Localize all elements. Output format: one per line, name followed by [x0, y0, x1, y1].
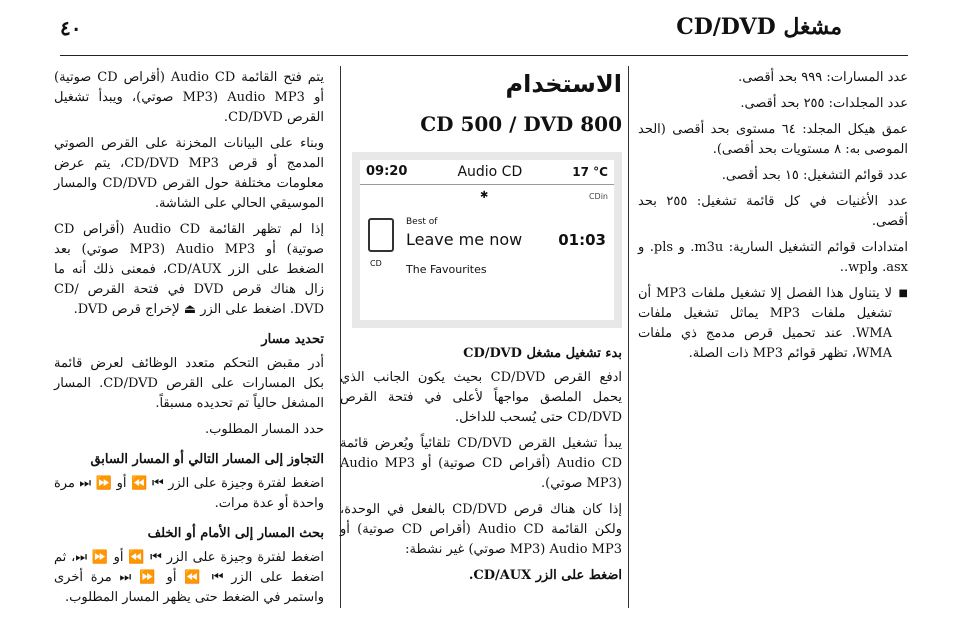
display-status-bar	[360, 160, 614, 185]
subheading: تحديد مسار	[261, 332, 324, 347]
paragraph: عدد الأغنيات في كل قائمة تشغيل: ٢٥٥ بحد أقصى.	[638, 194, 909, 229]
paragraph: امتدادات قوائم التشغيل السارية: ‎.m3u و ‎.pls و ‎.asx و‎.wpl.	[638, 240, 908, 275]
paragraph: عدد المسارات: ٩٩٩ بحد أقصى.	[738, 70, 908, 85]
display-screenshot	[352, 152, 622, 328]
model-title: CD 500 / DVD 800	[420, 112, 622, 136]
paragraph: اضغط لفترة وجيزة على الزر ⏮ ⏪ أو ⏩ ⏭ مرة واحدة أو عدة مرات.	[54, 476, 324, 511]
paragraph: إذا كان هناك قرص CD/DVD بالفعل في الوحدة، ولكن القائمة Audio CD (أقراص CD صوتية) أو Audio MP3 (MP3 صوتي) غير نشطة:	[340, 502, 623, 557]
album-name: The Favourites	[406, 263, 487, 276]
section-title: الاستخدام	[505, 70, 622, 98]
clock: 09:20	[366, 164, 408, 179]
paragraph: إذا لم تظهر القائمة Audio CD (أقراص CD صوتية) أو Audio MP3 (MP3 صوتي) بعد الضغط على الزر CD/AUX، فمعنى ذلك أنه ما زال هناك قرص DVD في فتحة القرص CD/ DVD. اضغط على الزر ⏏ لإخراج قرص DVD.	[54, 222, 324, 317]
header-rule	[60, 55, 908, 56]
bluetooth-icon: ✱	[480, 190, 489, 201]
track-title: Leave me now	[406, 230, 523, 249]
paragraph: اضغط على الزر CD/AUX.	[468, 568, 622, 583]
cdin-label: CDin	[588, 192, 608, 201]
right-column	[638, 68, 908, 370]
track-time: 01:03	[558, 231, 606, 249]
paragraph: أدر مقبض التحكم متعدد الوظائف لعرض قائمة بكل المسارات على القرص CD/DVD. المسار المشغل حالياً تم تحديده مسبقاً.	[54, 356, 324, 411]
subheading: بحث المسار إلى الأمام أو الخلف	[147, 526, 324, 541]
cd-label: CD	[370, 259, 382, 268]
left-column	[54, 68, 324, 614]
page-number: ٤٠	[60, 16, 82, 40]
bullet-note: ■ لا يتناول هذا الفصل إلا تشغيل ملفات MP3 أن تشغيل ملفات MP3 يماثل تشغيل ملفات WMA. عند تحميل قرص مدمج ذي ملفات WMA، تظهر قوائم MP3 ذات الصلة.	[638, 284, 908, 364]
cd-icon	[368, 218, 394, 252]
middle-column	[340, 68, 622, 592]
subheading: بدء تشغيل مشغل CD/DVD	[463, 346, 622, 361]
temperature: 17 °C	[572, 165, 608, 179]
paragraph: ادفع القرص CD/DVD بحيث يكون الجانب الذي يحمل الملصق مواجهاً لأعلى في فتحة القرص CD/DVD حتى يُسحب للداخل.	[340, 370, 622, 425]
paragraph: اضغط لفترة وجيزة على الزر ⏮ ⏪ أو ⏩ ⏭، ثم اضغط على الزر ⏮ ⏪ أو ⏩ ⏭ مرة أخرى واستمر في الضغط حتى يظهر المسار المطلوب.	[54, 550, 324, 605]
list-heading: Best of	[406, 217, 438, 227]
paragraph: عدد قوائم التشغيل: ١٥ بحد أقصى.	[721, 168, 908, 183]
page-title: مشغل CD/DVD	[676, 14, 842, 40]
paragraph: يبدأ تشغيل القرص CD/DVD تلقائياً ويُعرض قائمة Audio CD (أقراص CD صوتية) أو Audio MP3 (MP3 صوتي).	[340, 436, 623, 491]
paragraph: عدد المجلدات: ٢٥٥ بحد أقصى.	[740, 96, 908, 111]
display-panel	[360, 160, 614, 320]
paragraph: يتم فتح القائمة Audio CD (أقراص CD صوتية) أو Audio MP3 (MP3 صوتي)، ويبدأ تشغيل القرص CD/DVD.	[54, 70, 324, 125]
paragraph: وبناء على البيانات المخزنة على القرص الصوتي المدمج أو قرص CD/DVD MP3، يتم عرض معلومات مختلفة حول القرص CD/DVD والمسار الموسيقي الحالي على الشاشة.	[54, 136, 324, 211]
paragraph: حدد المسار المطلوب.	[205, 422, 324, 437]
subheading: التجاوز إلى المسار التالي أو المسار السابق	[90, 452, 324, 467]
column-divider	[628, 66, 629, 608]
paragraph: عمق هيكل المجلد: ٦٤ مستوى بحد أقصى (الحد الموصى به: ٨ مستويات بحد أقصى).	[638, 122, 908, 157]
source-label: Audio CD	[457, 164, 523, 180]
